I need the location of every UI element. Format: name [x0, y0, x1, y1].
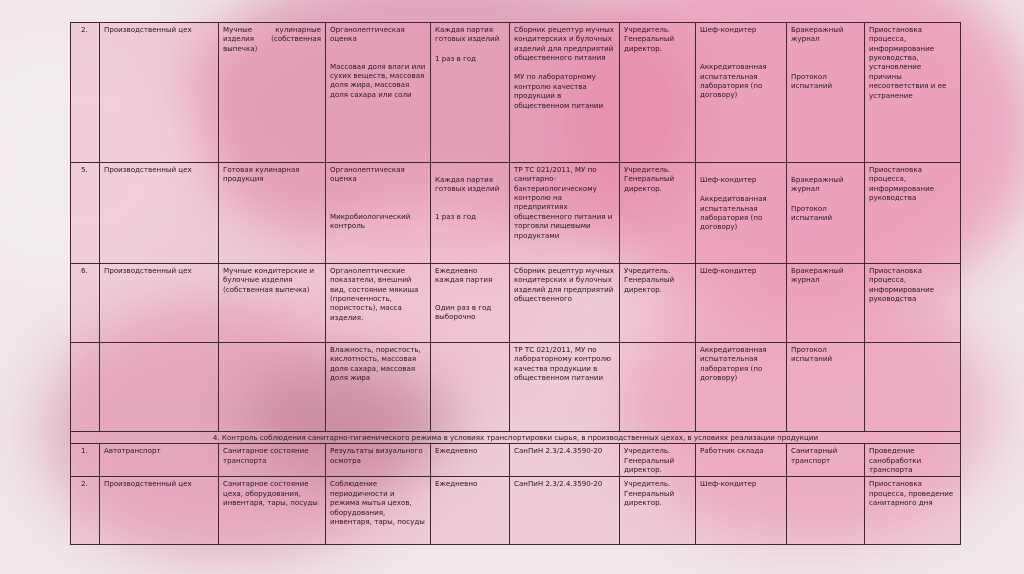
row-number	[71, 343, 100, 432]
table-row	[71, 23, 961, 163]
action-cell: Приостановка процесса, информирование руководства	[865, 163, 961, 264]
indicator-cell: Соблюдение периодичности и режима мытья цехов, оборудования, инвентаря, тары, посуды	[326, 477, 431, 545]
division-cell: Производственный цех	[100, 163, 219, 264]
executor-cell	[696, 163, 787, 264]
responsible-cell: Учредитель. Генеральный директор.	[620, 163, 696, 264]
object-cell: Санитарное состояние транспорта	[219, 444, 326, 477]
row-number: 6.	[71, 264, 100, 343]
indicator-text: Органолептическая оценка	[330, 25, 405, 44]
executor-cell: Аккредитованная испытательная лаборатория (по договору)	[696, 343, 787, 432]
frequency-text: Ежедневно каждая партия	[435, 266, 493, 285]
frequency-cell	[431, 163, 510, 264]
row-number: 1.	[71, 444, 100, 477]
frequency-text: 1 раз в год	[435, 211, 477, 221]
indicator-cell: Органолептические показатели, внешний вид, состояние мякиша (пропеченность, пористость), масса изделия.	[326, 264, 431, 343]
record-cell	[787, 163, 865, 264]
table-row	[71, 163, 961, 264]
responsible-cell: Учредитель. Генеральный директор.	[620, 477, 696, 545]
method-cell: СанПиН 2.3/2.4.3590-20	[510, 444, 620, 477]
table-row	[71, 264, 961, 343]
method-cell: ТР ТС 021/2011, МУ по санитарно-бактериологическому контролю на предприятиях общественного питания и торговли пищевыми продуктами	[510, 163, 620, 264]
object-cell: Готовая кулинарная продукция	[219, 163, 326, 264]
indicator-text: Органолептическая оценка	[330, 165, 405, 184]
record-cell: Санитарный транспорт	[787, 444, 865, 477]
indicator-text: Массовая доля влаги или сухих веществ, массовая доля жира, массовая доля сахара или соли	[330, 61, 426, 99]
table-row	[71, 477, 961, 545]
section-header-row	[71, 432, 961, 444]
indicator-cell: Влажность, пористость, кислотность, массовая доля сахара, массовая доля жира	[326, 343, 431, 432]
table-row	[71, 343, 961, 432]
row-number: 5.	[71, 163, 100, 264]
executor-cell: Шеф-кондитер	[696, 264, 787, 343]
indicator-cell	[326, 163, 431, 264]
object-cell: Мучные кондитерские и булочные изделия (собственная выпечка)	[219, 264, 326, 343]
division-cell: Автотранспорт	[100, 444, 219, 477]
method-cell: Сборник рецептур мучных кондитерских и булочных изделий для предприятий общественного	[510, 264, 620, 343]
control-plan-table-frame	[70, 22, 960, 548]
executor-cell: Шеф-кондитер	[696, 477, 787, 545]
frequency-cell: Ежедневно	[431, 444, 510, 477]
record-cell: Бракеражный журнал	[787, 264, 865, 343]
method-text: Сборник рецептур мучных кондитерских и булочных изделий для предприятий общественного питания	[514, 25, 614, 63]
frequency-cell	[431, 264, 510, 343]
object-cell: Мучные кулинарные изделия (собственная выпечка)	[219, 23, 326, 163]
frequency-text: Один раз в год выборочно	[435, 302, 492, 322]
frequency-cell	[431, 23, 510, 163]
executor-text: Шеф-кондитер	[700, 175, 757, 184]
responsible-cell: Учредитель. Генеральный директор.	[620, 23, 696, 163]
action-cell	[865, 343, 961, 432]
executor-text: Аккредитованная испытательная лаборатория (по договору)	[700, 194, 767, 232]
object-cell	[219, 343, 326, 432]
table-row	[71, 444, 961, 477]
record-text: Протокол испытаний	[791, 203, 833, 223]
section-title: 4. Контроль соблюдения санитарно-гигиенического режима в условиях транспортировки сырья, в производственных цехах, в условиях реализации продукции	[71, 432, 961, 444]
executor-cell: Работник склада	[696, 444, 787, 477]
production-control-table	[70, 22, 961, 545]
record-cell: Протокол испытаний	[787, 343, 865, 432]
row-number: 2.	[71, 23, 100, 163]
division-cell: Производственный цех	[100, 23, 219, 163]
action-cell: Приостановка процесса, информирование руководства	[865, 264, 961, 343]
responsible-cell	[620, 343, 696, 432]
division-cell: Производственный цех	[100, 264, 219, 343]
frequency-text: Каждая партия готовых изделий	[435, 25, 500, 44]
executor-text: Аккредитованная испытательная лаборатория (по договору)	[700, 62, 767, 100]
record-cell	[787, 23, 865, 163]
object-cell: Санитарное состояние цеха, оборудования, инвентаря, тары, посуды	[219, 477, 326, 545]
method-cell	[510, 23, 620, 163]
indicator-cell	[326, 23, 431, 163]
indicator-cell: Результаты визуального осмотра	[326, 444, 431, 477]
executor-text: Шеф-кондитер	[700, 25, 757, 34]
record-text: Протокол испытаний	[791, 71, 833, 91]
frequency-cell	[431, 343, 510, 432]
record-cell	[787, 477, 865, 545]
action-cell: Приостановка процесса, информирование руководства, установление причины несоответствия и ее устранение	[865, 23, 961, 163]
frequency-cell: Ежедневно	[431, 477, 510, 545]
record-text: Бракеражный журнал	[791, 175, 844, 194]
responsible-cell: Учредитель. Генеральный директор.	[620, 444, 696, 477]
action-cell: Проведение санобработки транспорта	[865, 444, 961, 477]
responsible-cell: Учредитель. Генеральный директор.	[620, 264, 696, 343]
action-cell: Приостановка процесса, проведение санитарного дня	[865, 477, 961, 545]
method-text: МУ по лабораторному контролю качества продукции в общественном питании	[514, 72, 604, 110]
division-cell: Производственный цех	[100, 477, 219, 545]
executor-cell	[696, 23, 787, 163]
frequency-text: Каждая партия готовых изделий	[435, 175, 500, 194]
indicator-text: Микробиологический контроль	[330, 211, 411, 231]
row-number: 2.	[71, 477, 100, 545]
method-cell: ТР ТС 021/2011, МУ по лабораторному контролю качества продукции в общественном питании	[510, 343, 620, 432]
record-text: Бракеражный журнал	[791, 25, 844, 44]
division-cell	[100, 343, 219, 432]
method-cell: СанПиН 2.3/2.4.3590-20	[510, 477, 620, 545]
frequency-text: 1 раз в год	[435, 53, 477, 63]
